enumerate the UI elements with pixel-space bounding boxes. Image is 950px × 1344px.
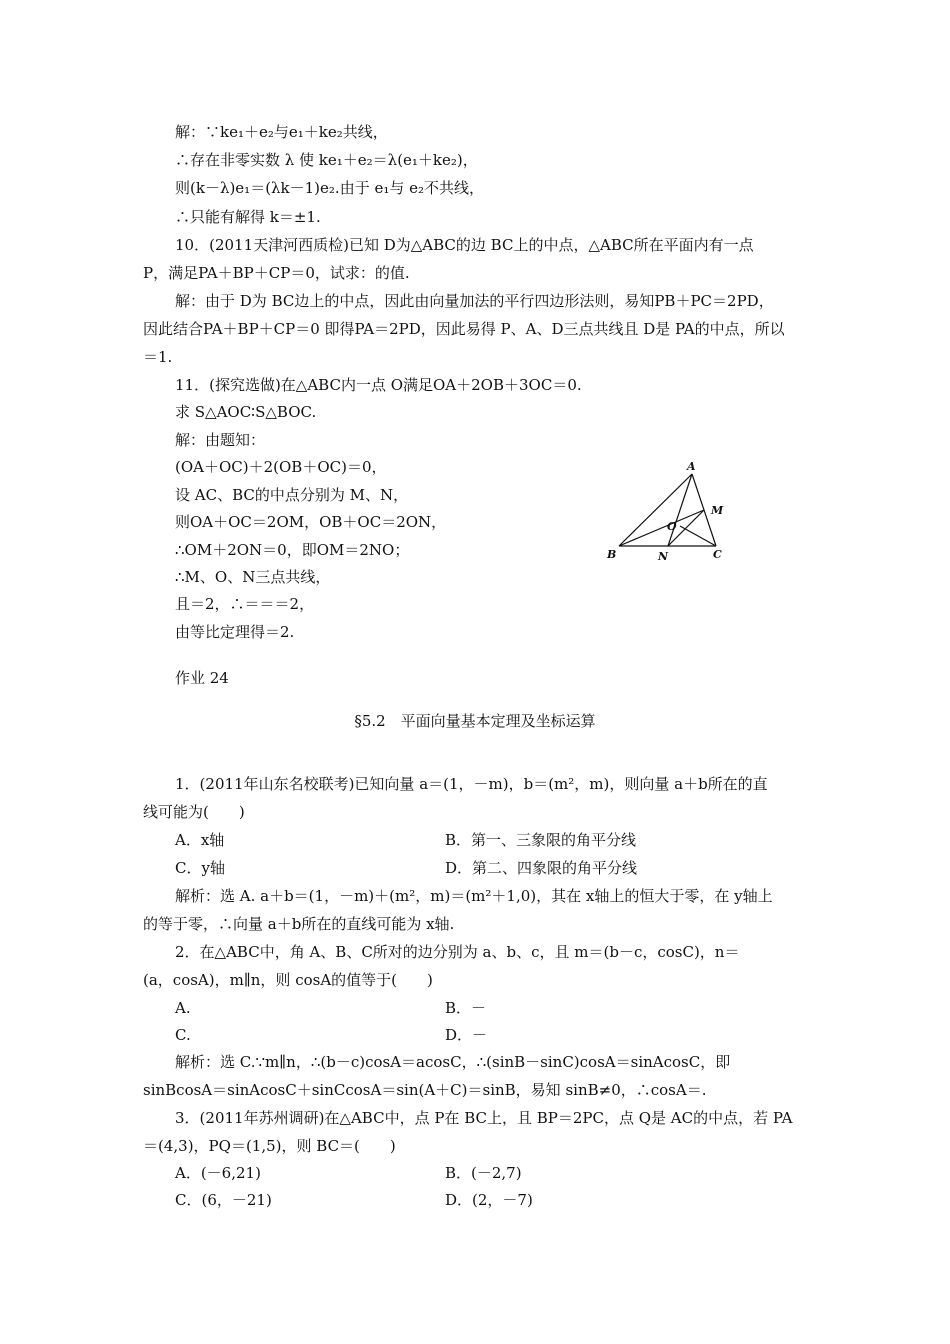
p2-solution-line-1: 解析：选 C.∵m∥n，∴(b－c)cosA＝acosC，∴(sinB－sinC)cosA＝sinAcosC，即 — [175, 1053, 731, 1071]
q11-solution-line: ∴M、O、N三点共线， — [175, 568, 331, 586]
vertex-label-c: C — [713, 548, 722, 561]
q10-stem-line-1: 10．(2011天津河西质检)已知 D为△ABC的边 BC上的中点，△ABC所在平面内有一点 — [175, 236, 754, 254]
p2-option-b: B．－ — [445, 999, 487, 1017]
triangle-figure — [600, 458, 740, 566]
point-label-m: M — [711, 504, 724, 517]
p1-option-d: D．第二、四象限的角平分线 — [445, 859, 638, 877]
p2-option-d: D．－ — [445, 1026, 488, 1044]
q10-solution-line-3: ＝1. — [143, 348, 173, 366]
q9-solution-line-4: ∴只能有解得 k＝±1. — [175, 208, 321, 226]
p1-option-c: C．y轴 — [175, 859, 225, 877]
p2-solution-line-2: sinBcosA＝sinAcosC＋sinCcosA＝sin(A＋C)＝sinB，易知 sinB≠0，∴cosA＝. — [143, 1081, 707, 1099]
p3-stem-line-1: 3．(2011年苏州调研)在△ABC中，点 P在 BC上，且 BP＝2PC，点 Q是 AC的中点，若 PA — [175, 1109, 793, 1127]
p3-option-b: B．(－2,7) — [445, 1164, 522, 1182]
p1-option-a: A．x轴 — [175, 831, 225, 849]
q11-solution-line: 则OA＋OC＝2OM，OB＋OC＝2ON， — [175, 513, 447, 531]
q11-solution-line: ∴OM＋2ON＝0，即OM＝2NO； — [175, 541, 410, 559]
p2-option-c: C. — [175, 1026, 191, 1044]
segment-bm — [619, 510, 704, 546]
point-label-o: O — [667, 520, 677, 533]
p1-stem-line-2: 线可能为( ) — [143, 803, 245, 821]
p3-option-d: D．(2，－7) — [445, 1191, 533, 1209]
section-title: §5.2 平面向量基本定理及坐标运算 — [354, 712, 596, 730]
median-an — [668, 474, 692, 546]
homework-label: 作业 24 — [175, 669, 229, 687]
q9-solution-line-3: 则(k－λ)e₁＝(λk－1)e₂.由于 e₁与 e₂不共线， — [175, 179, 485, 197]
q10-solution-line-2: 因此结合PA＋BP＋CP＝0 即得PA＝2PD，因此易得 P、A、D三点共线且 D是 PA的中点，所以 — [143, 320, 785, 338]
p1-stem-line-1: 1．(2011年山东名校联考)已知向量 a＝(1，－m)，b＝(m²，m)，则向量 a＋b所在的直 — [175, 775, 768, 793]
p2-stem-line-2: (a，cosA)，m∥n，则 cosA的值等于( ) — [143, 971, 433, 989]
p3-stem-line-2: ＝(4,3)，PQ＝(1,5)，则 BC＝( ) — [143, 1137, 396, 1155]
edge-ab — [619, 474, 692, 546]
p1-option-b: B．第一、三象限的角平分线 — [445, 831, 637, 849]
p2-option-a: A. — [175, 999, 191, 1017]
vertex-label-a: A — [687, 460, 696, 473]
point-label-n: N — [658, 550, 669, 563]
p1-solution-line-2: 的等于零，∴向量 a＋b所在的直线可能为 x轴. — [143, 915, 455, 933]
q11-stem-line-1: 11．(探究选做)在△ABC内一点 O满足OA＋2OB＋3OC＝0. — [175, 376, 582, 394]
q9-solution-line-1: 解：∵ke₁＋e₂与e₁＋ke₂共线， — [175, 123, 388, 141]
p3-option-c: C．(6，－21) — [175, 1191, 272, 1209]
q11-stem-line-2: 求 S△AOC∶S△BOC. — [175, 403, 317, 421]
p3-option-a: A．(－6,21) — [175, 1164, 261, 1182]
q11-solution-line: (OA＋OC)＋2(OB＋OC)＝0， — [175, 458, 387, 476]
q11-solution-line: 设 AC、BC的中点分别为 M、N， — [175, 486, 409, 504]
q11-solution-line: 由等比定理得＝2. — [175, 623, 295, 641]
p1-solution-line-1: 解析：选 A. a＋b＝(1，－m)＋(m²，m)＝(m²＋1,0)，其在 x轴上的恒大于零，在 y轴上 — [175, 887, 773, 905]
vertex-label-b: B — [607, 548, 617, 561]
q10-solution-line-1: 解：由于 D为 BC边上的中点，因此由向量加法的平行四边形法则，易知PB＋PC＝2PD， — [175, 292, 774, 310]
p2-stem-line-1: 2．在△ABC中，角 A、B、C所对的边分别为 a、b、c，且 m＝(b－c，cosC)，n＝ — [175, 943, 740, 961]
q11-solution-line: 解：由题知： — [175, 431, 266, 449]
q10-stem-line-2: P，满足PA＋BP＋CP＝0，试求：的值. — [143, 264, 410, 282]
q11-solution-line: 且＝2，∴＝＝＝2， — [175, 595, 315, 613]
q9-solution-line-2: ∴存在非零实数 λ 使 ke₁＋e₂＝λ(e₁＋ke₂)， — [175, 151, 478, 169]
